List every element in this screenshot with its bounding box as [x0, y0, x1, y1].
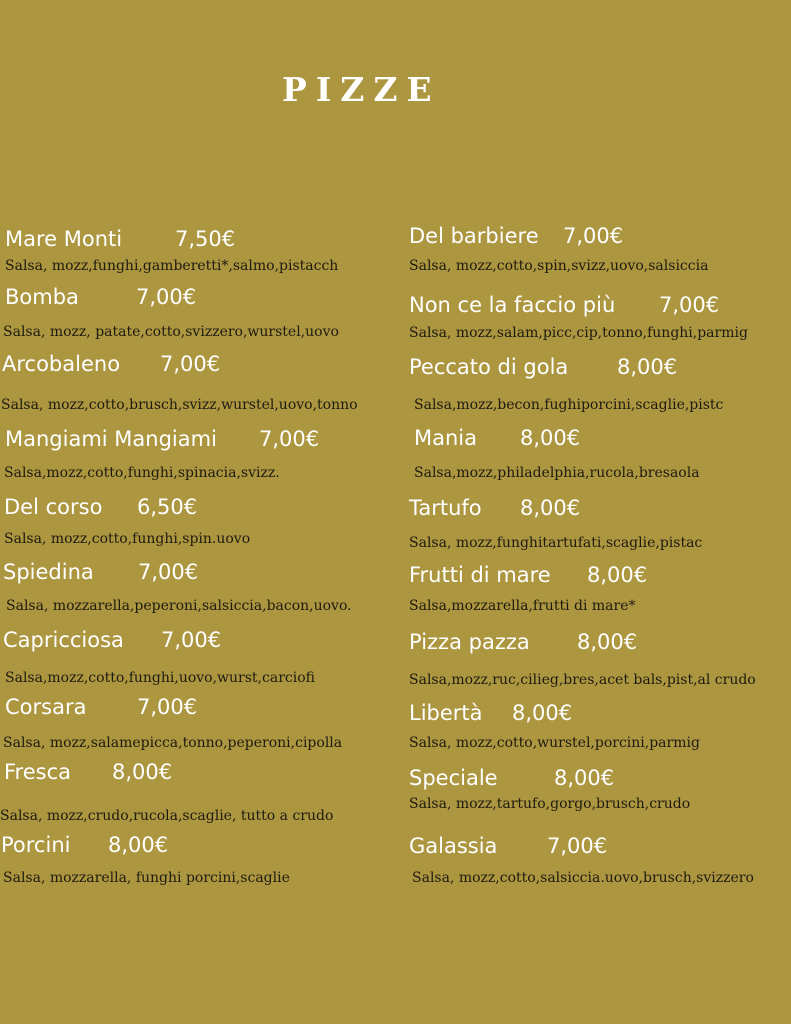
item-price: 7,00€ — [547, 834, 608, 858]
item-name: Porcini — [1, 833, 71, 857]
item-price: 8,00€ — [587, 563, 648, 587]
item-price: 7,00€ — [138, 560, 199, 584]
item-price: 8,00€ — [512, 701, 573, 725]
item-price: 8,00€ — [108, 833, 169, 857]
item-description: Salsa,mozz,philadelphia,rucola,bresaola — [414, 465, 700, 481]
item-name: Mangiami Mangiami — [5, 427, 217, 451]
item-description: Salsa, mozz,salamepicca,tonno,peperoni,cipolla — [3, 735, 343, 751]
item-description: Salsa, mozz,tartufo,gorgo,brusch,crudo — [409, 796, 691, 812]
item-name: Frutti di mare — [409, 563, 551, 587]
item-price: 7,00€ — [137, 695, 198, 719]
item-name: Non ce la faccio più — [409, 293, 616, 317]
item-name: Del corso — [4, 495, 103, 519]
item-description: Salsa, mozz, patate,cotto,svizzero,wurstel,uovo — [3, 324, 339, 340]
item-description: Salsa, mozzarella, funghi porcini,scaglie — [3, 870, 290, 886]
item-name: Galassia — [409, 834, 498, 858]
item-price: 7,00€ — [161, 628, 222, 652]
item-price: 8,00€ — [520, 426, 581, 450]
item-name: Bomba — [5, 285, 79, 309]
item-description: Salsa, mozz,funghitartufati,scaglie,pistac — [409, 535, 703, 551]
item-description: Salsa, mozz,funghi,gamberetti*,salmo,pistacch — [5, 258, 339, 274]
item-name: Corsara — [5, 695, 87, 719]
item-name: Spiedina — [3, 560, 94, 584]
item-description: Salsa, mozz,cotto,spin,svizz,uovo,salsiccia — [409, 258, 709, 274]
item-description: Salsa,mozz,cotto,funghi,spinacia,svizz. — [4, 465, 280, 481]
page-title: PIZZE — [282, 70, 441, 109]
item-price: 8,00€ — [112, 760, 173, 784]
item-description: Salsa,mozz,becon,fughiporcini,scaglie,pistc — [414, 397, 724, 413]
item-price: 7,00€ — [136, 285, 197, 309]
item-price: 8,00€ — [577, 630, 638, 654]
item-price: 7,00€ — [659, 293, 720, 317]
item-description: Salsa, mozzarella,peperoni,salsiccia,bacon,uovo. — [6, 598, 352, 614]
item-price: 8,00€ — [617, 355, 678, 379]
item-price: 7,00€ — [563, 224, 624, 248]
item-name: Mania — [414, 426, 477, 450]
item-description: Salsa, mozz,cotto,wurstel,porcini,parmig — [409, 735, 700, 751]
item-price: 6,50€ — [137, 495, 198, 519]
item-name: Speciale — [409, 766, 498, 790]
item-price: 8,00€ — [520, 496, 581, 520]
item-name: Capricciosa — [3, 628, 124, 652]
item-price: 7,00€ — [259, 427, 320, 451]
item-name: Arcobaleno — [2, 352, 121, 376]
item-name: Tartufo — [409, 496, 482, 520]
item-name: Mare Monti — [5, 227, 123, 251]
item-name: Pizza pazza — [409, 630, 530, 654]
item-price: 7,00€ — [160, 352, 221, 376]
item-description: Salsa,mozz,cotto,funghi,uovo,wurst,carciofi — [5, 670, 315, 686]
item-description: Salsa,mozz,ruc,cilieg,bres,acet bals,pist,al crudo — [409, 672, 756, 688]
item-description: Salsa, mozz,cotto,brusch,svizz,wurstel,uovo,tonno — [1, 397, 358, 413]
item-description: Salsa, mozz,cotto,salsiccia.uovo,brusch,svizzero — [412, 870, 754, 886]
item-description: Salsa, mozz,crudo,rucola,scaglie, tutto a crudo — [0, 808, 334, 824]
item-name: Del barbiere — [409, 224, 539, 248]
item-name: Libertà — [409, 701, 483, 725]
item-description: Salsa, mozz,cotto,funghi,spin.uovo — [4, 531, 251, 547]
item-description: Salsa, mozz,salam,picc,cip,tonno,funghi,parmig — [409, 325, 748, 341]
item-name: Peccato di gola — [409, 355, 569, 379]
item-name: Fresca — [4, 760, 71, 784]
item-price: 8,00€ — [554, 766, 615, 790]
item-description: Salsa,mozzarella,frutti di mare* — [409, 598, 636, 614]
item-price: 7,50€ — [175, 227, 236, 251]
